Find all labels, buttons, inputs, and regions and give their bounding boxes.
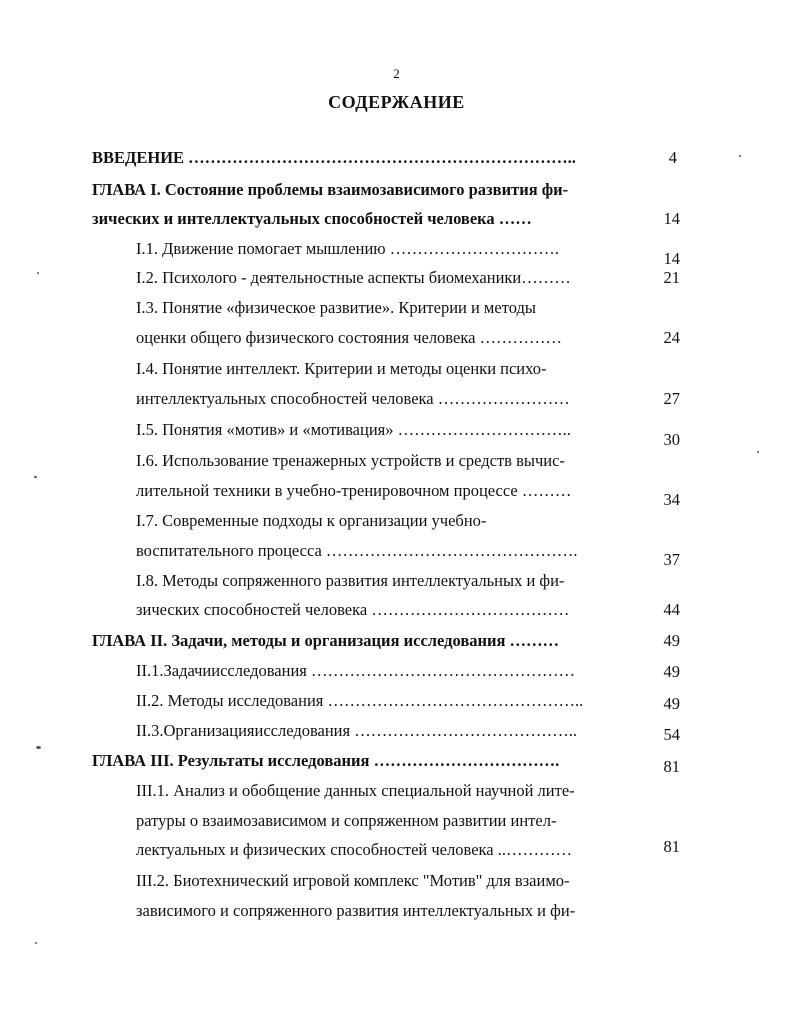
toc-entry-text: лительной техники в учебно-тренировочном процессе ……… bbox=[136, 481, 572, 500]
toc-page-number: 49 bbox=[663, 694, 680, 713]
scan-speck bbox=[36, 746, 41, 749]
toc-page-number: 49 bbox=[663, 662, 680, 681]
toc-page-number: 21 bbox=[663, 268, 680, 287]
toc-page-number: 37 bbox=[663, 550, 680, 569]
toc-entry-text: II.2. Методы исследования ……………………………………….. bbox=[136, 691, 584, 710]
toc-entry-text: I.3. Понятие «физическое развитие». Критерии и методы bbox=[136, 298, 536, 317]
toc-page-number: 14 bbox=[663, 249, 680, 268]
toc-entry-text: зических и интеллектуальных способностей человека …… bbox=[92, 209, 532, 228]
toc-page-number: 34 bbox=[663, 490, 680, 509]
toc-entry-text: лектуальных и физических способностей человека ..………… bbox=[136, 840, 572, 859]
scan-speck bbox=[35, 942, 37, 944]
toc-entry-text: III.2. Биотехнический игровой комплекс "Мотив" для взаимо- bbox=[136, 871, 570, 890]
toc-page-number: 49 bbox=[663, 631, 680, 650]
scan-speck bbox=[37, 272, 39, 274]
toc-entry-text: ВВЕДЕНИЕ …………………………………………………………….. bbox=[92, 148, 576, 167]
page-title: СОДЕРЖАНИЕ bbox=[328, 92, 465, 112]
toc-page-number: 14 bbox=[663, 209, 680, 228]
toc-entry-text: I.5. Понятия «мотив» и «мотивация» ………………………….. bbox=[136, 420, 571, 439]
toc-entry-text: II.1.Задачиисследования ………………………………………… bbox=[136, 661, 575, 680]
toc-entry-text: I.6. Использование тренажерных устройств и средств вычис- bbox=[136, 451, 565, 470]
toc-entry-text: зических способностей человека ……………………………… bbox=[136, 600, 570, 619]
toc-page-number: 30 bbox=[663, 430, 680, 449]
toc-entry-text: I.2. Психолого - деятельностные аспекты биомеханики……… bbox=[136, 268, 571, 287]
toc-page-number: 54 bbox=[663, 725, 680, 744]
toc-entry-text: интеллектуальных способностей человека …………………… bbox=[136, 389, 570, 408]
toc-entry-text: ГЛАВА I. Состояние проблемы взаимозависимого развития фи- bbox=[92, 180, 569, 199]
toc-entry-text: ГЛАВА II. Задачи, методы и организация исследования ……… bbox=[92, 631, 560, 650]
toc-entry-text: воспитательного процесса ………………………………………. bbox=[136, 541, 578, 560]
toc-page-number: 27 bbox=[663, 389, 680, 408]
toc-page-number: 81 bbox=[663, 837, 680, 856]
toc-entry-text: II.3.Организацияисследования ………………………………….. bbox=[136, 721, 577, 740]
toc-page-number: 81 bbox=[663, 757, 680, 776]
toc-entry-text: I.1. Движение помогает мышлению …………………………. bbox=[136, 239, 559, 258]
toc-page-number: 24 bbox=[663, 328, 680, 347]
toc-page-number: 44 bbox=[663, 600, 680, 619]
scan-speck bbox=[739, 155, 741, 157]
toc-page-number: 4 bbox=[668, 148, 677, 167]
toc-entry-text: ратуры о взаимозависимом и сопряженном развитии интел- bbox=[136, 811, 557, 830]
toc-entry-text: I.8. Методы сопряженного развития интеллектуальных и фи- bbox=[136, 571, 565, 590]
page-number: 2 bbox=[393, 66, 400, 81]
scan-speck bbox=[34, 476, 37, 478]
toc-entry-text: оценки общего физического состояния человека …………… bbox=[136, 328, 563, 347]
toc-entry-text: I.4. Понятие интеллект. Критерии и методы оценки психо- bbox=[136, 359, 547, 378]
toc-entry-text: зависимого и сопряженного развития интеллектуальных и фи- bbox=[136, 901, 576, 920]
scan-speck bbox=[757, 451, 759, 453]
toc-entry-text: ГЛАВА III. Результаты исследования ……………………………. bbox=[92, 751, 560, 770]
toc-entry-text: I.7. Современные подходы к организации учебно- bbox=[136, 511, 487, 530]
toc-entry-text: III.1. Анализ и обобщение данных специальной научной лите- bbox=[136, 781, 575, 800]
